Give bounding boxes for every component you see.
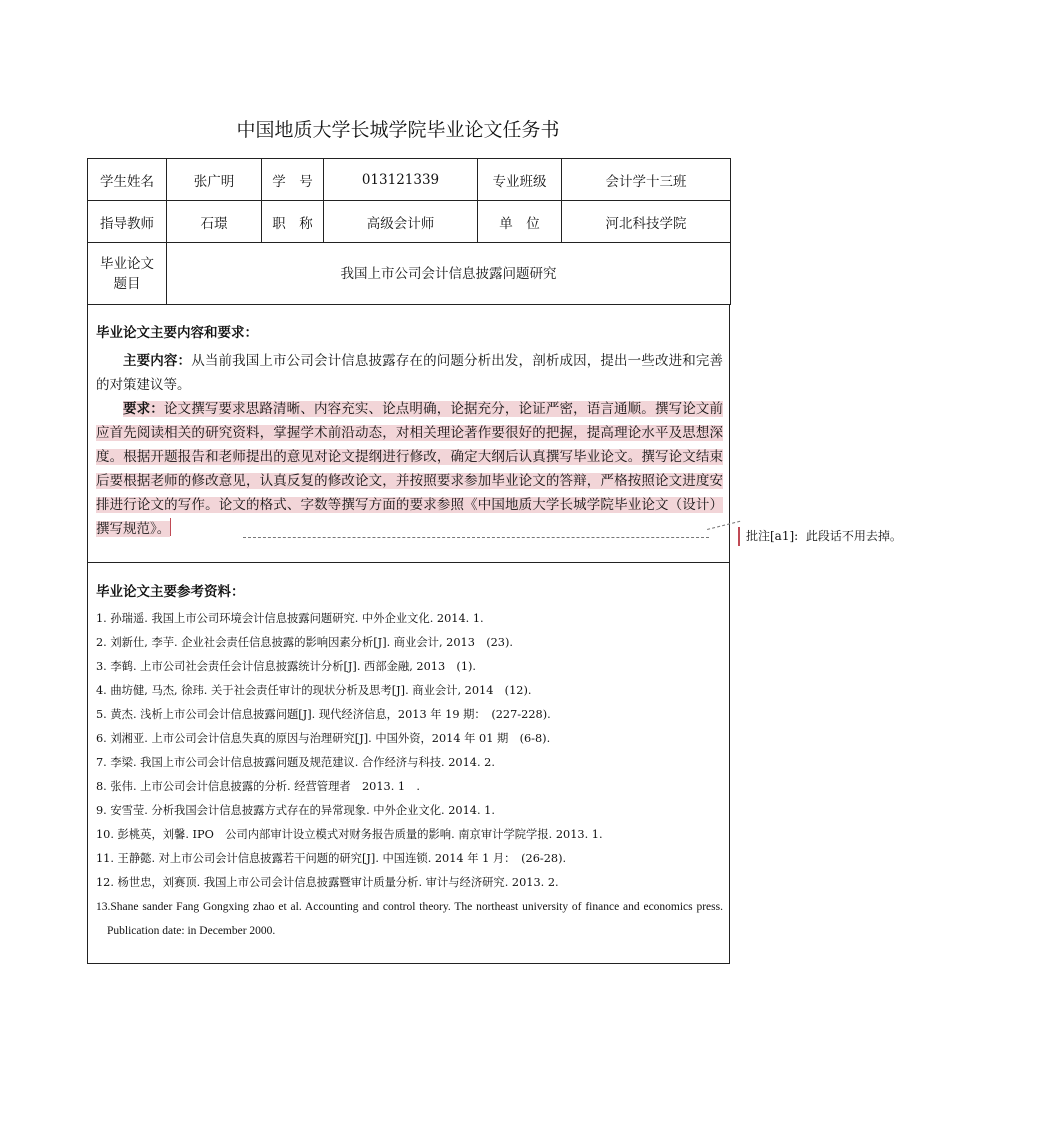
comment-text: 此段话不用去掉。 [805,529,902,543]
thesis-title-label: 毕业论文题目 [88,243,167,305]
reference-item: 2. 刘新仕, 李芋. 企业社会责任信息披露的影响因素分析[J]. 商业会计, 2013 (23). [96,636,513,649]
reference-item: 7. 李梁. 我国上市公司会计信息披露问题及规范建议. 合作经济与科技. 2014. 2. [96,756,495,769]
info-row-thesis [88,243,731,305]
student-id-label: 学 号 [262,159,324,201]
reference-item: 10. 彭桃英，刘馨. IPO 公司内部审计设立模式对财务报告质量的影响. 南京审计学院学报. 2013. 1. [96,828,603,841]
content-heading: 毕业论文主要内容和要求： [96,325,258,341]
references-heading: 毕业论文主要参考资料： [96,584,245,600]
student-name-value: 张广明 [167,159,262,201]
main-content-label: 主要内容： [123,353,192,369]
thesis-title-value: 我国上市公司会计信息披露问题研究 [167,243,731,305]
reference-list [96,607,723,943]
reference-item: 13.Shane sander Fang Gongxing zhao et al. Accounting and control theory. The northeast university of finance and economics press. Publication date: in December 2000. [96,901,723,937]
requirements-text: 论文撰写要求思路清晰、内容充实、论点明确，论据充分，论证严密，语言通顺。撰写论文前应首先阅读相关的研究资料，掌握学术前沿动态，对相关理论著作要很好的把握，提高理论水平及思想深度。根据开题报告和老师提出的意见对论文提纲进行修改，确定大纲后认真撰写毕业论文。撰写论文结束后要根据老师的修改意见，认真反复的修改论文，并按照要求参加毕业论文的答辩，严格按照论文进度安排进行论文的写作。论文的格式、字数等撰写方面的要求参照《中国地质大学长城学院毕业论文（设计）撰写规范》。 [96,401,724,537]
reference-item: 12. 杨世忠，刘赛顶. 我国上市公司会计信息披露暨审计质量分析. 审计与经济研究. 2013. 2. [96,876,559,889]
reference-item: 8. 张伟. 上市公司会计信息披露的分析. 经营管理者 2013. 1 . [96,780,420,793]
content-section [87,305,730,563]
requirements-highlight[interactable] [96,401,723,537]
reference-item: 6. 刘湘亚. 上市公司会计信息失真的原因与治理研究[J]. 中国外资，2014 年 01 期 (6-8). [96,732,551,745]
comment-label: 批注[a1]: [746,529,799,543]
reference-item: 5. 黄杰. 浅析上市公司会计信息披露问题[J]. 现代经济信息，2013 年 19 期： (227-228). [96,708,551,721]
unit-value: 河北科技学院 [562,201,731,243]
main-content-text: 从当前我国上市公司会计信息披露存在的问题分析出发，剖析成因，提出一些改进和完善的对策建议等。 [96,353,724,393]
unit-label: 单 位 [478,201,562,243]
reference-item: 9. 安雪莹. 分析我国会计信息披露方式存在的异常现象. 中外企业文化. 2014. 1. [96,804,495,817]
references-section [87,563,730,964]
student-name-label: 学生姓名 [88,159,167,201]
major-class-value: 会计学十三班 [562,159,731,201]
position-label: 职 称 [262,201,324,243]
reference-item: 3. 李鹤. 上市公司社会责任会计信息披露统计分析[J]. 西部金融, 2013 (1). [96,660,477,673]
reference-item: 11. 王静懿. 对上市公司会计信息披露若干问题的研究[J]. 中国连锁. 2014 年 1 月： (26-28). [96,852,567,865]
advisor-value: 石璟 [167,201,262,243]
comment-connector-line [243,537,709,538]
advisor-label: 指导教师 [88,201,167,243]
main-content-paragraph [96,349,723,397]
position-value: 高级会计师 [324,201,478,243]
info-table [87,158,731,305]
document-title: 中国地质大学长城学院毕业论文任务书 [236,119,560,141]
requirements-paragraph[interactable] [96,397,723,541]
reference-item: 1. 孙瑞遥. 我国上市公司环境会计信息披露问题研究. 中外企业文化. 2014. 1. [96,612,484,625]
comment-balloon[interactable] [738,527,902,546]
major-class-label: 专业班级 [478,159,562,201]
info-row-advisor [88,201,731,243]
requirements-label: 要求： [123,401,164,417]
comment-anchor-marker [170,518,171,536]
student-id-value: 013121339 [324,159,478,201]
info-row-student [88,159,731,201]
reference-item: 4. 曲坊健, 马杰, 徐玮. 关于社会责任审计的现状分析及思考[J]. 商业会计, 2014 (12). [96,684,532,697]
